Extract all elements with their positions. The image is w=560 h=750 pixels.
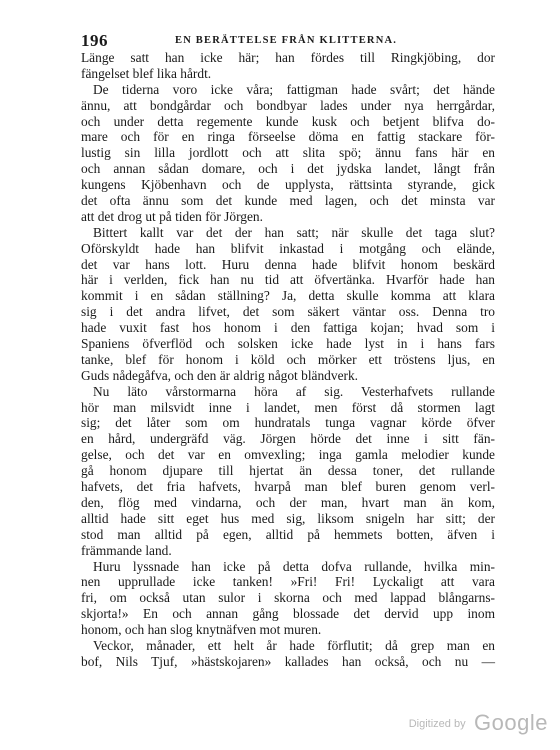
text-line: hade vuxit fast hos honom i den fattiga kojan; hvad som i — [81, 320, 495, 336]
google-logo: Google — [474, 710, 548, 735]
text-line: det ofta ännu som det kunde med lagen, och det minsta var — [81, 193, 495, 209]
page-number: 196 — [81, 31, 108, 50]
text-line: Veckor, månader, ett helt år hade förflutit; då grep man en — [93, 637, 495, 653]
text-line: Oförskyldt hade han blifvit inkastad i motgång och elände, — [81, 240, 495, 256]
text-line: Nu läto vårstormarna höra af sig. Vesterhafvets rullande — [93, 383, 495, 399]
text-line: bof, Nils Tjuf, »hästskojaren» kallades han också, och nu — — [81, 653, 495, 669]
text-line: lustig sin lilla jordlott och att slita spö; ännu fans här en — [81, 145, 495, 161]
text-line: en hård, undergräfd väg. Jörgen hörde det inne i sitt fän- — [81, 431, 495, 447]
text-line: fängelset blef lika hårdt. — [81, 65, 212, 81]
text-line: mare och för en ringa förseelse döma en fattig stackare för- — [81, 129, 495, 145]
text-line: sig; det låter som om hundratals tunga vagnar körde öfver — [81, 415, 495, 431]
text-line: och annan sådan domare, och i det jydska landet, långt från — [81, 161, 495, 177]
text-line: Spaniens öfverflöd och solsken icke hade lyst in i hans fars — [81, 336, 495, 352]
text-line: och under detta regemente kunde kusk och betjent blifva do- — [81, 113, 495, 129]
text-line: Huru lyssnade han icke på detta dofva rullande, hvilka min- — [93, 558, 495, 574]
text-line: hör man milsvidt inne i landet, men först då stormen lagt — [81, 399, 495, 415]
text-line: skjorta!» En och annan gång blossade det dervid upp inom — [81, 606, 495, 622]
running-title: EN BERÄTTELSE FRÅN KLITTERNA. — [175, 35, 398, 46]
digitized-watermark — [409, 710, 548, 736]
text-line: kommit i en sådan ställning? Ja, detta skulle komma att klara — [81, 288, 495, 304]
body-text — [81, 50, 495, 670]
text-line: fri, om också utan sulor i skorna och med lappad blångarns- — [81, 590, 495, 606]
text-line: Bittert kallt var det der han satt; när skulle det taga slut? — [93, 224, 495, 240]
text-line: gå honom djupare till hjertat än dessa toner, det rullande — [81, 463, 495, 479]
watermark-prefix: Digitized by — [408, 718, 466, 730]
text-line: Länge satt han icke här; han fördes till Ringkjöbing, dor — [81, 50, 495, 65]
text-line: honom, och han slog knytnäfven mot muren. — [81, 622, 322, 638]
text-line: kungens Kjöbenhavn och de upplysta, rättsinta styrande, gick — [81, 177, 495, 193]
text-line: det var hans lott. Huru denna hade blifvit honom beskärd — [81, 256, 495, 272]
text-line: tanke, blef för honom i köld och mörker ett tröstens ljus, en — [81, 351, 495, 367]
text-line: ännu, att bondgårdar och bondbyar lades under nya herrgårdar, — [81, 97, 495, 113]
text-line: alltid hade sitt eget hus med sig, liksom snigeln har sitt; der — [81, 510, 495, 526]
text-line: hafvets, det fria hafvets, hvarpå man blef buren genom verl- — [81, 479, 495, 495]
text-line: De tiderna voro icke våra; fattigman hade svårt; det hände — [93, 81, 495, 97]
text-line: främmande land. — [81, 542, 172, 558]
text-line: här i verlden, fick han nu tid att öfvertänka. Hvarför hade han — [81, 272, 495, 288]
text-line: Guds nådegåfva, och den är aldrig något bländverk. — [81, 367, 359, 383]
text-line: sig i det andra lifvet, det som säkert väntar oss. Denna tro — [81, 304, 495, 320]
text-line: nen upprullade icke tanken! »Fri! Fri! Lyckaligt att vara — [81, 574, 495, 590]
text-line: stod man alltid på egen, alltid på hemmets botten, äfven i — [81, 526, 495, 542]
text-line: den, flög med vindarna, och der man, hvart man än kom, — [81, 494, 495, 510]
page-header — [81, 31, 491, 51]
text-line: att det drog ut på tiden för Jörgen. — [81, 208, 263, 224]
text-line: gelse, och det var en omvexling; inga gamla melodier kunde — [81, 447, 495, 463]
